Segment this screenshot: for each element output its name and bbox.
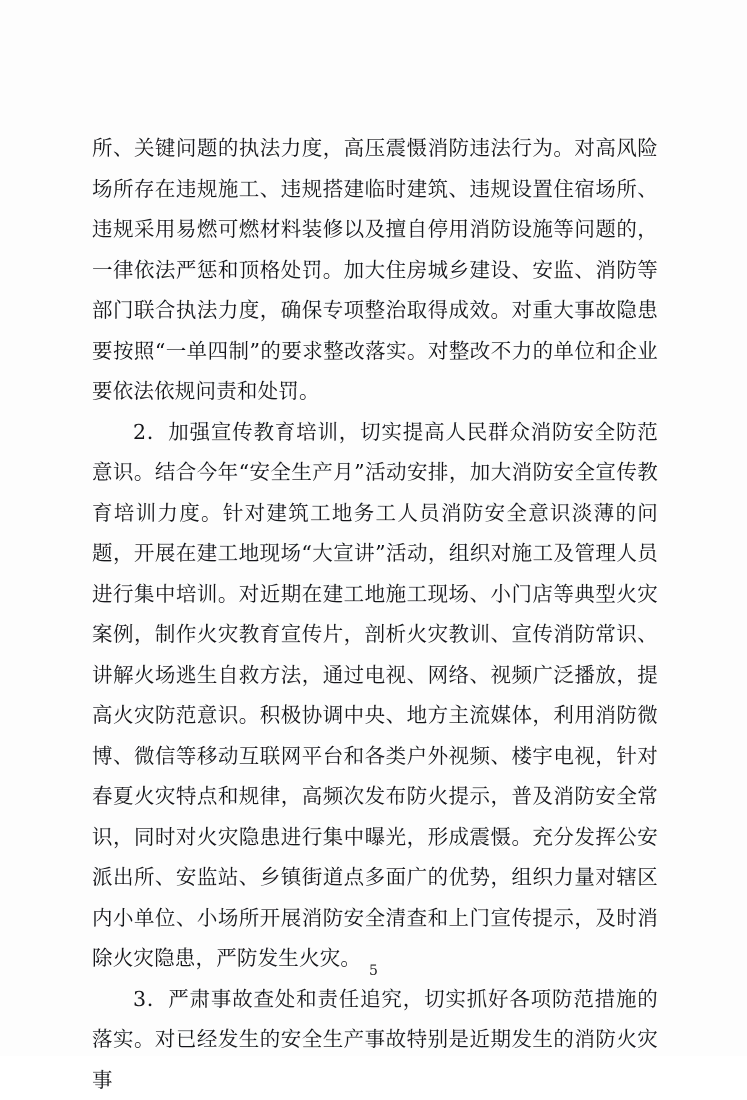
paragraph-item-2: 2．加强宣传教育培训，切实提高人民群众消防安全防范意识。结合今年“安全生产月”活动安排，加大消防安全宣传教育培训力度。针对建筑工地务工人员消防安全意识淡薄的问题，开展在建工地现场“大宣讲”活动，组织对施工及管理人员进行集中培训。对近期在建工地施工现场、小门店等典型火灾案例，制作火灾教育宣传片，剖析火灾教训、宣传消防常识、讲解火场逃生自救方法，通过电视、网络、视频广泛播放，提高火灾防范意识。积极协调中央、地方主流媒体，利用消防微博、微信等移动互联网平台和各类户外视频、楼宇电视，针对春夏火灾特点和规律，高频次发布防火提示，普及消防安全常识，同时对火灾隐患进行集中曝光，形成震慑。充分发挥公安派出所、安监站、乡镇街道点多面广的优势，组织力量对辖区内小单位、小场所开展消防安全清查和上门宣传提示，及时消除火灾隐患，严防发生火灾。 [92,412,658,979]
page-number: 5 [0,963,747,979]
paragraph-item-3: 3．严肃事故查处和责任追究，切实抓好各项防范措施的落实。对已经发生的安全生产事故特别是近期发生的消防火灾事 [92,979,658,1100]
page-text-body [92,128,658,1100]
paragraph-continued: 所、关键问题的执法力度，高压震慑消防违法行为。对高风险场所存在违规施工、违规搭建临时建筑、违规设置住宿场所、违规采用易燃可燃材料装修以及擅自停用消防设施等问题的，一律依法严惩和顶格处罚。加大住房城乡建设、安监、消防等部门联合执法力度，确保专项整治取得成效。对重大事故隐患要按照“一单四制”的要求整改落实。对整改不力的单位和企业要依法依规问责和处罚。 [92,128,658,412]
